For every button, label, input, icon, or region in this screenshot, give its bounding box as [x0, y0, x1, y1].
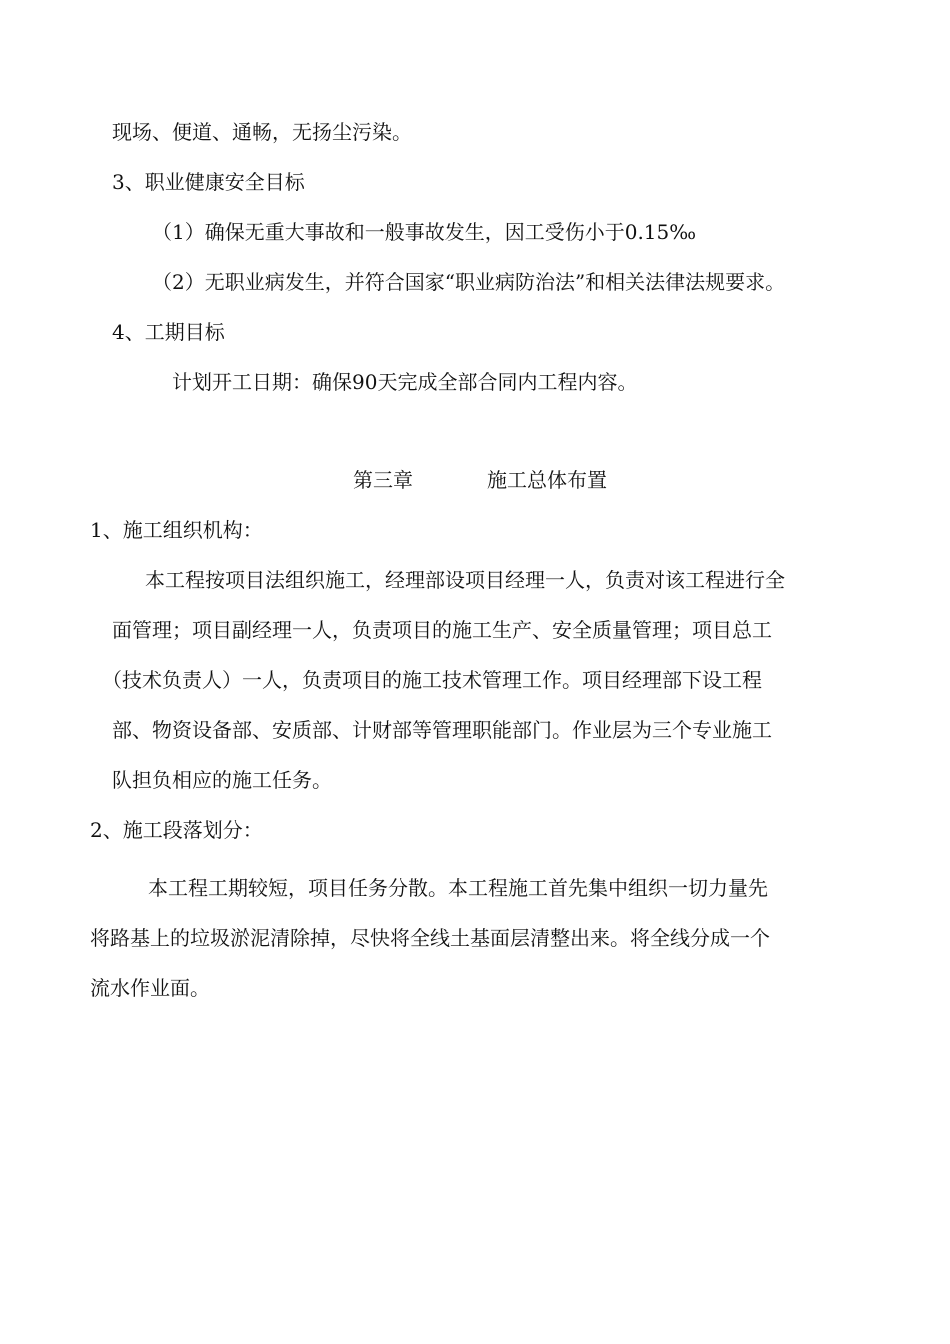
org-heading: 1、施工组织机构：	[90, 518, 263, 542]
chapter-title: 施工总体布置	[487, 468, 607, 492]
section4-heading: 4、工期目标	[112, 320, 225, 344]
org-line-2: 面管理；项目副经理一人，负责项目的施工生产、安全质量管理；项目总工	[112, 618, 772, 642]
segments-line-3: 流水作业面。	[90, 976, 210, 1000]
intro-line: 现场、便道、通畅，无扬尘污染。	[112, 120, 412, 144]
section3-item2: （2）无职业病发生，并符合国家“职业病防治法”和相关法律法规要求。	[152, 270, 786, 294]
section4-body: 计划开工日期：确保90天完成全部合同内工程内容。	[172, 370, 638, 394]
segments-heading: 2、施工段落划分：	[90, 818, 263, 842]
org-line-4: 部、物资设备部、安质部、计财部等管理职能部门。作业层为三个专业施工	[112, 718, 772, 742]
org-line-3: （技术负责人）一人，负责项目的施工技术管理工作。项目经理部下设工程	[102, 668, 762, 692]
org-line-1: 本工程按项目法组织施工，经理部设项目经理一人，负责对该工程进行全	[145, 568, 785, 592]
section3-heading: 3、职业健康安全目标	[112, 170, 305, 194]
chapter-number: 第三章	[353, 468, 413, 492]
section3-item1: （1）确保无重大事故和一般事故发生，因工受伤小于0.15‰	[152, 220, 697, 244]
segments-line-1: 本工程工期较短，项目任务分散。本工程施工首先集中组织一切力量先	[148, 876, 768, 900]
segments-line-2: 将路基上的垃圾淤泥清除掉，尽快将全线土基面层清整出来。将全线分成一个	[90, 926, 770, 950]
org-line-5: 队担负相应的施工任务。	[112, 768, 332, 792]
